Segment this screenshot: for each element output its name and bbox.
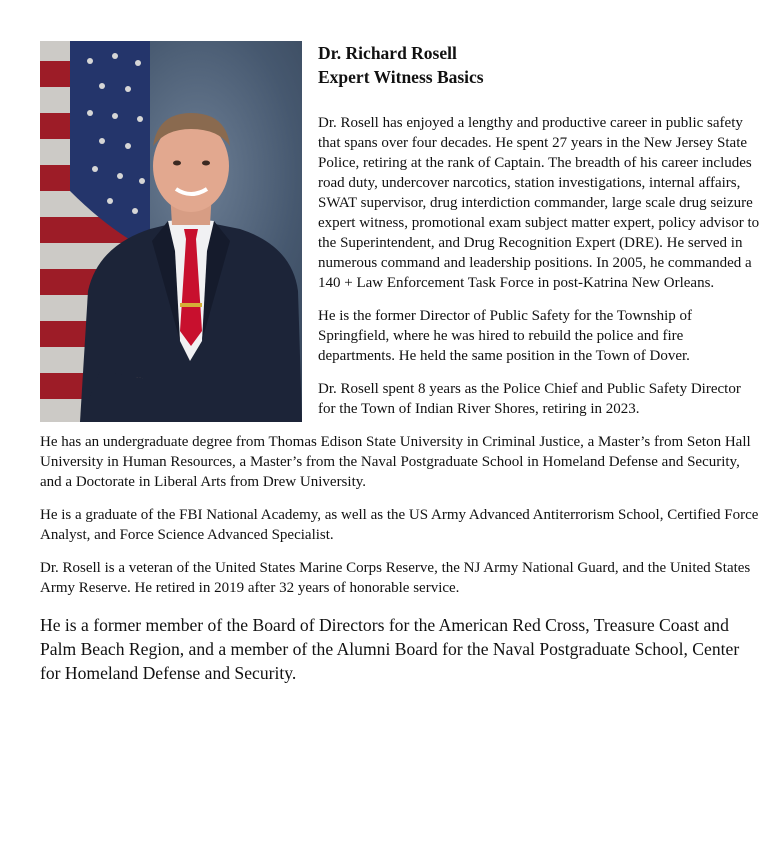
bio-document bbox=[40, 41, 760, 698]
bio-paragraph-education: He has an undergraduate degree from Thomas Edison State University in Criminal Justice, a Master’s from Seton Hall University in Human Resources, a Master’s from the Naval Postgraduate School in Homeland Defense and Security, and a Doctorate in Liberal Arts from Drew University. bbox=[40, 434, 751, 490]
bio-paragraph-boards: He is a former member of the Board of Directors for the American Red Cross, Treasure Coast and Palm Beach Region, and a member of the Alumni Board for the Naval Postgraduate School, Center for Homeland Defense and Security. bbox=[40, 615, 740, 683]
bio-paragraph-training: He is a graduate of the FBI National Academy, as well as the US Army Advanced Antiterrorism School, Certified Force Analyst, and Force Science Advanced Specialist. bbox=[40, 507, 759, 543]
page-subtitle: Expert Witness Basics bbox=[318, 67, 484, 87]
bio-paragraph-military: Dr. Rosell is a veteran of the United States Marine Corps Reserve, the NJ Army National Guard, and the United States Army Reserve. He retired in 2019 after 32 years of honorable service. bbox=[40, 560, 751, 596]
bio-paragraph-police-chief: Dr. Rosell spent 8 years as the Police Chief and Public Safety Director for the Town of Indian River Shores, retiring in 2023. bbox=[318, 381, 741, 417]
author-name: Dr. Richard Rosell bbox=[318, 43, 457, 63]
bio-paragraph-career: Dr. Rosell has enjoyed a lengthy and productive career in public safety that spans over four decades. He spent 27 years in the New Jersey State Police, retiring at the rank of Captain. The breadth of his career includes road duty, undercover narcotics, station investigations, internal affairs, SWAT supervisor, drug interdiction commander, large scale drug seizure expert witness, promotional exam subject matter expert, policy advisor to the Superintendent, and Drug Recognition Expert (DRE). He served in numerous command and leadership positions. In 2005, he commanded a 140 + Law Enforcement Task Force in post-Katrina New Orleans. bbox=[318, 115, 760, 291]
bio-paragraph-director: He is the former Director of Public Safety for the Township of Springfield, where he was hired to rebuild the police and fire departments. He held the same position in the Town of Dover. bbox=[318, 308, 692, 364]
portrait-photo bbox=[40, 41, 302, 422]
portrait-illustration bbox=[40, 41, 302, 422]
